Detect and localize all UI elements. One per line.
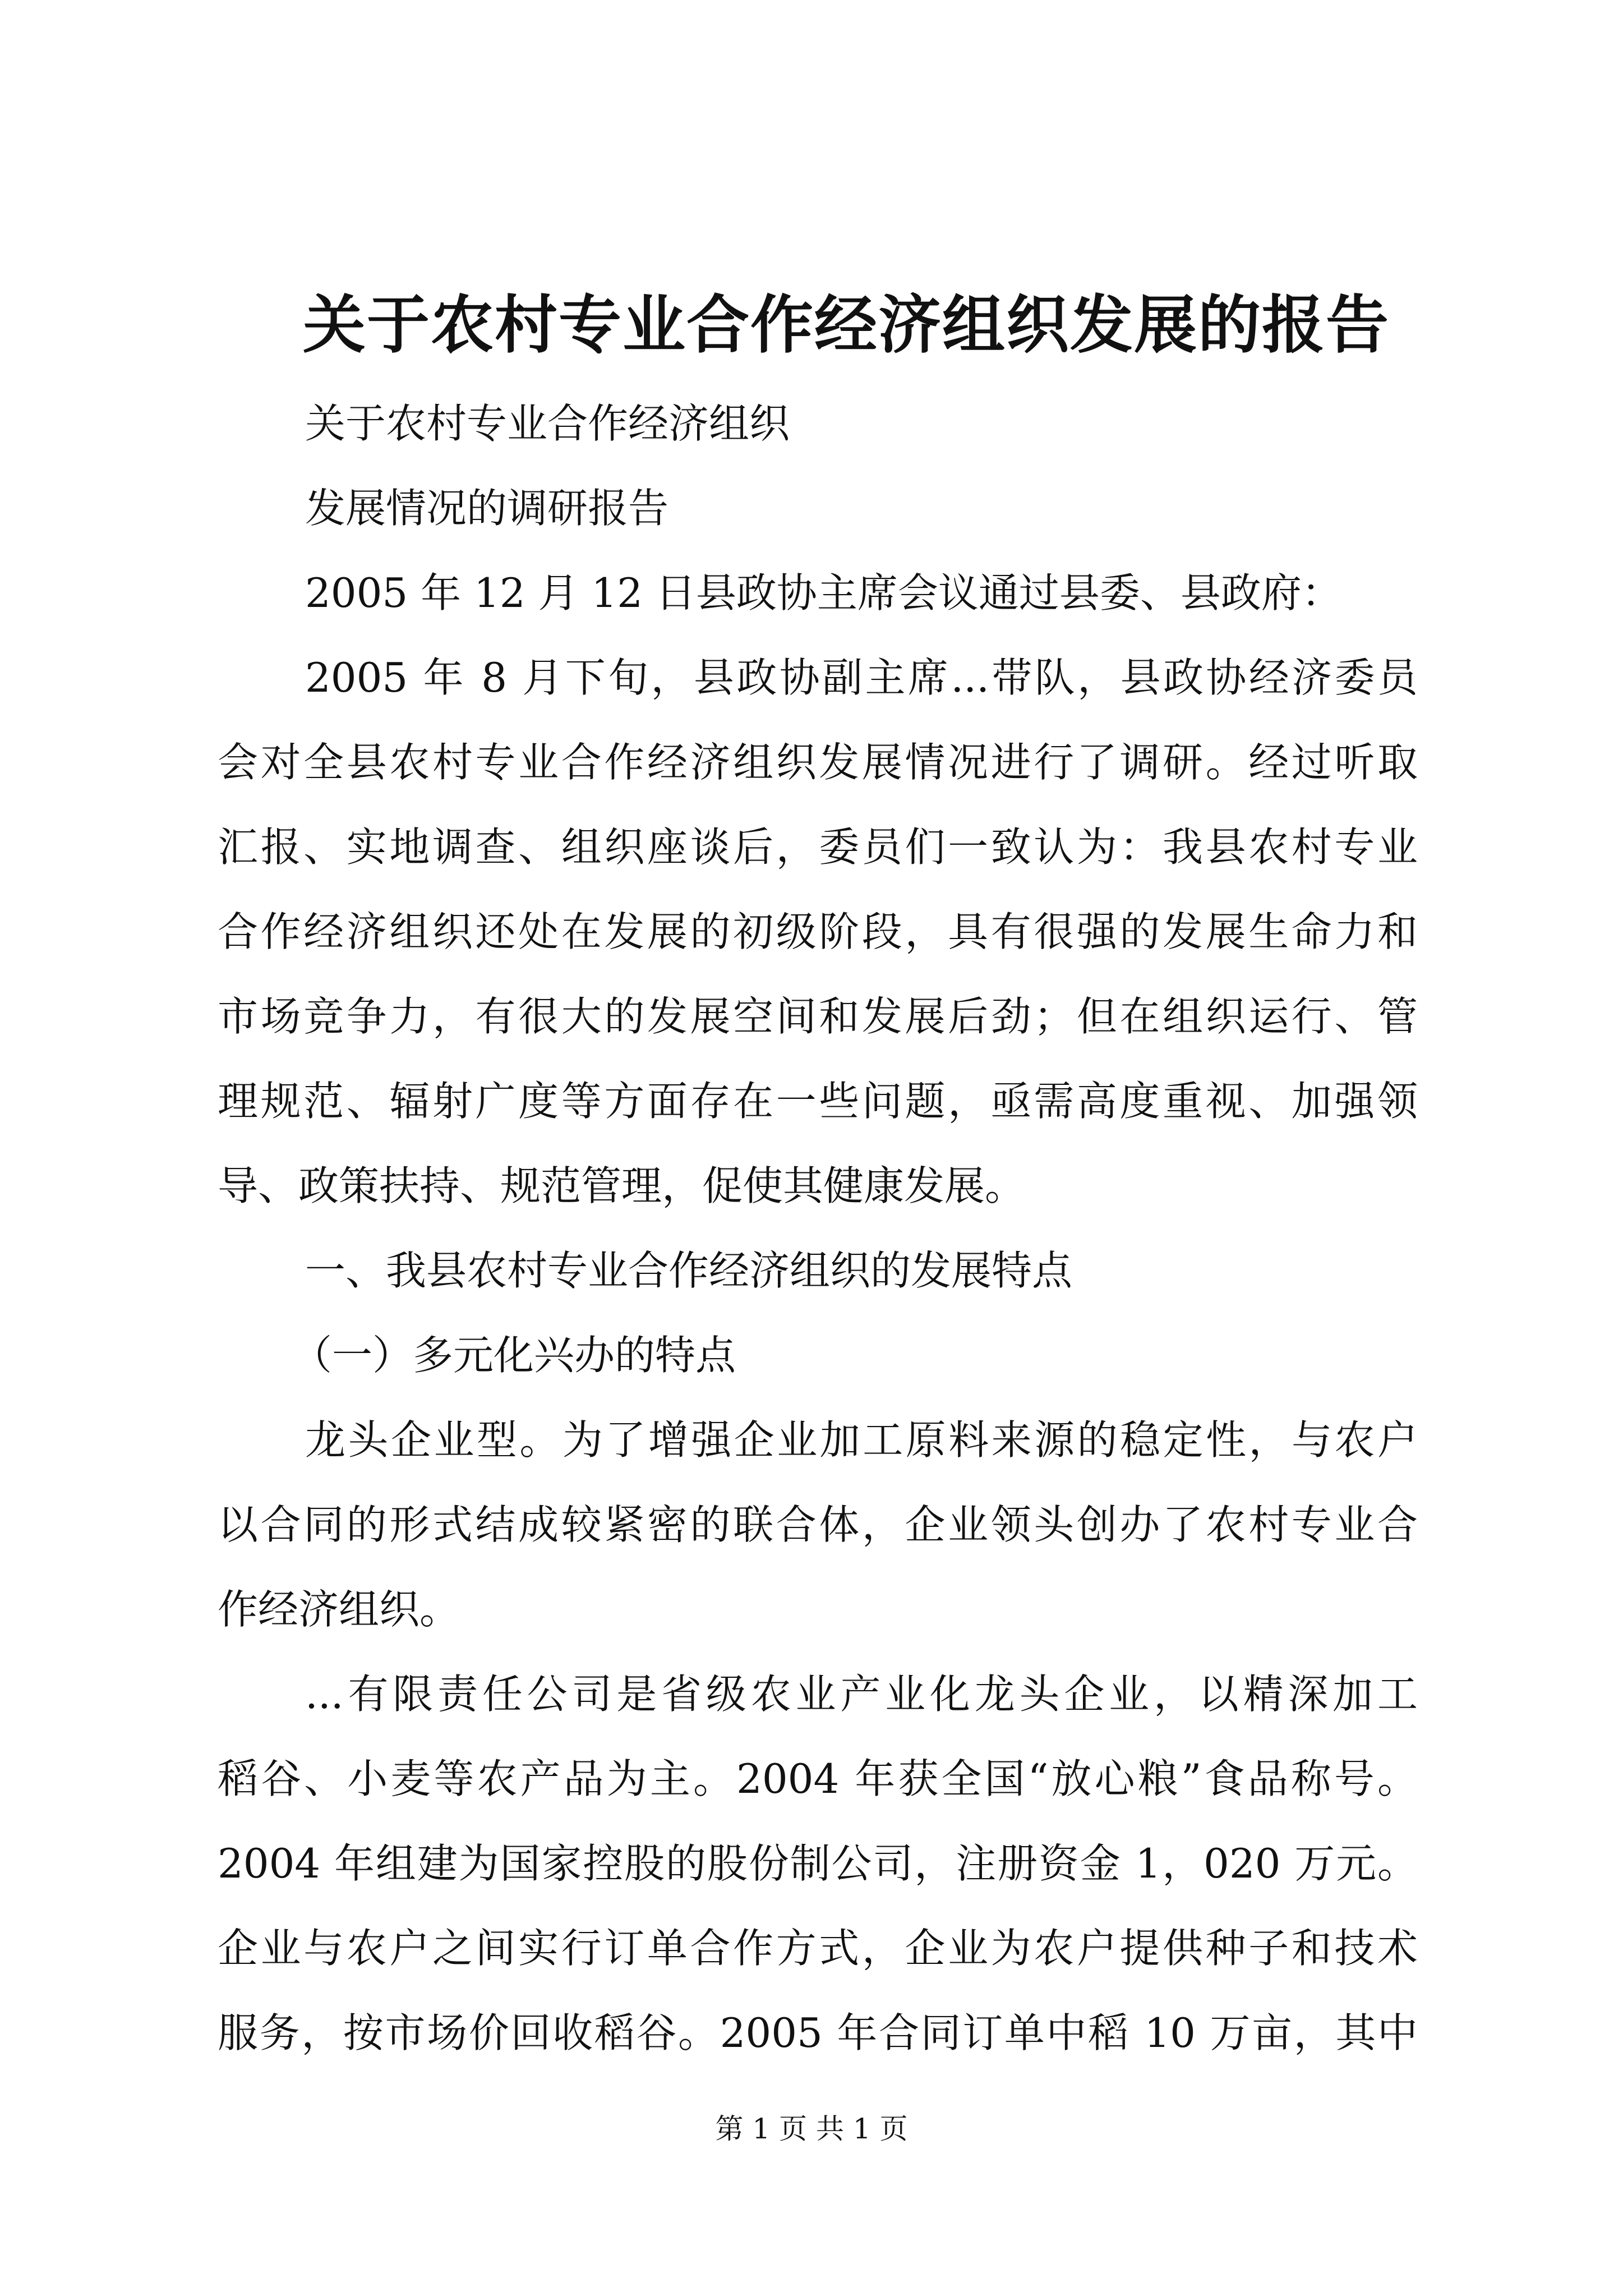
- paragraph-line: 导、政策扶持、规范管理，促使其健康发展。: [218, 1162, 1026, 1209]
- paragraph-line: 2005 年 8 月下旬，县政协副主席...带队，县政协经济委员: [305, 654, 1418, 701]
- paragraph-line: 理规范、辐射广度等方面存在一些问题，亟需高度重视、加强领: [218, 1078, 1418, 1125]
- page-footer: 第 1 页 共 1 页: [715, 2113, 908, 2145]
- paragraph-line: 汇报、实地调查、组织座谈后，委员们一致认为：我县农村专业: [218, 823, 1418, 871]
- subtitle-line-1: 关于农村专业合作经济组织: [305, 400, 790, 447]
- paragraph-line: 企业与农户之间实行订单合作方式，企业为农户提供种子和技术: [218, 1925, 1418, 1972]
- paragraph-line: ...有限责任公司是省级农业产业化龙头企业，以精深加工: [305, 1671, 1418, 1718]
- paragraph-line: 合作经济组织还处在发展的初级阶段，具有很强的发展生命力和: [218, 908, 1418, 955]
- subtitle-line-2: 发展情况的调研报告: [305, 485, 669, 532]
- document-body: [218, 381, 1418, 2076]
- paragraph-line: 以合同的形式结成较紧密的联合体，企业领头创办了农村专业合: [218, 1501, 1418, 1548]
- paragraph-line: 稻谷、小麦等农产品为主。2004 年获全国“放心粮”食品称号。: [218, 1755, 1418, 1802]
- section-heading: 一、我县农村专业合作经济组织的发展特点: [305, 1247, 1073, 1294]
- paragraph-line: 2004 年组建为国家控股的股份制公司，注册资金 1，020 万元。: [218, 1840, 1418, 1887]
- paragraph-line: 市场竞争力，有很大的发展空间和发展后劲；但在组织运行、管: [218, 993, 1418, 1040]
- paragraph-line: 龙头企业型。为了增强企业加工原料来源的稳定性，与农户: [305, 1416, 1418, 1464]
- meeting-note-line: 2005 年 12 月 12 日县政协主席会议通过县委、县政府：: [305, 569, 1342, 616]
- paragraph-line: 服务，按市场价回收稻谷。2005 年合同订单中稻 10 万亩，其中: [218, 2009, 1418, 2056]
- document-title: 关于农村专业合作经济组织发展的报告: [303, 288, 1390, 362]
- paragraph-line: 作经济组织。: [218, 1586, 460, 1633]
- subsection-heading: （一）多元化兴办的特点: [292, 1332, 736, 1379]
- paragraph-line: 会对全县农村专业合作经济组织发展情况进行了调研。经过听取: [218, 739, 1418, 786]
